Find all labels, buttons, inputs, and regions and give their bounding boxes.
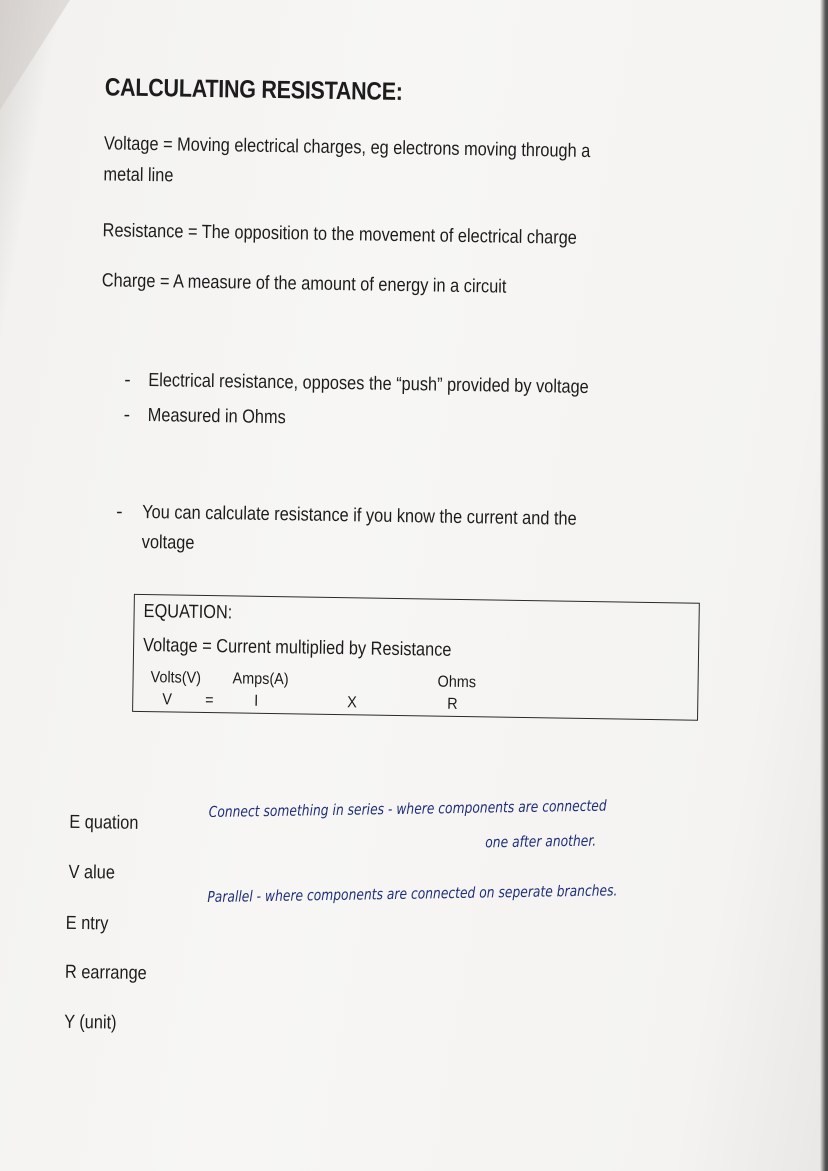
equation-formula: Voltage = Current multiplied by Resistance (142, 634, 452, 661)
symbol-v: V (162, 691, 172, 709)
unit-ohms: Ohms (437, 673, 477, 692)
symbol-r: R (447, 695, 458, 713)
bullet-dash-3: - (116, 501, 123, 523)
handwritten-series-line1: Connect something in series - where components are connected (208, 796, 607, 822)
handwritten-series-line2: one after another. (485, 831, 597, 852)
page-title: CALCULATING RESISTANCE: (104, 73, 403, 107)
bullet-measured-in-ohms: Measured in Ohms (147, 405, 286, 429)
voltage-definition-line2: metal line (103, 164, 174, 187)
resistance-definition: Resistance = The opposition to the movement of electrical charge (102, 220, 578, 249)
bullet-resistance-opposes: Electrical resistance, opposes the “push” provided by voltage (148, 370, 589, 398)
acronym-value: V alue (68, 861, 116, 884)
acronym-rearrange: R earrange (64, 961, 147, 985)
acronym-equation: E quation (69, 811, 139, 834)
equation-heading: EQUATION: (143, 601, 233, 624)
bullet-dash-2: - (123, 404, 131, 426)
page-edge-shadow (820, 0, 828, 1171)
symbol-x: X (347, 694, 357, 712)
symbol-i: I (254, 692, 259, 710)
equation-box (132, 594, 700, 721)
acronym-entry: E ntry (65, 912, 109, 935)
bullet-dash-1: - (124, 369, 131, 391)
unit-amps: Amps(A) (232, 670, 289, 689)
bullet-calculate-line2: voltage (141, 531, 195, 554)
unit-volts: Volts(V) (150, 669, 202, 687)
voltage-definition-line1: Voltage = Moving electrical charges, eg electrons moving through a (103, 133, 591, 162)
handwritten-parallel: Parallel - where components are connected on seperate branches. (207, 881, 618, 907)
acronym-unit: Y (unit) (64, 1011, 117, 1034)
charge-definition: Charge = A measure of the amount of energy in a circuit (101, 270, 507, 298)
bullet-calculate-line1: You can calculate resistance if you know the current and the (142, 501, 577, 530)
symbol-equals: = (205, 691, 214, 710)
